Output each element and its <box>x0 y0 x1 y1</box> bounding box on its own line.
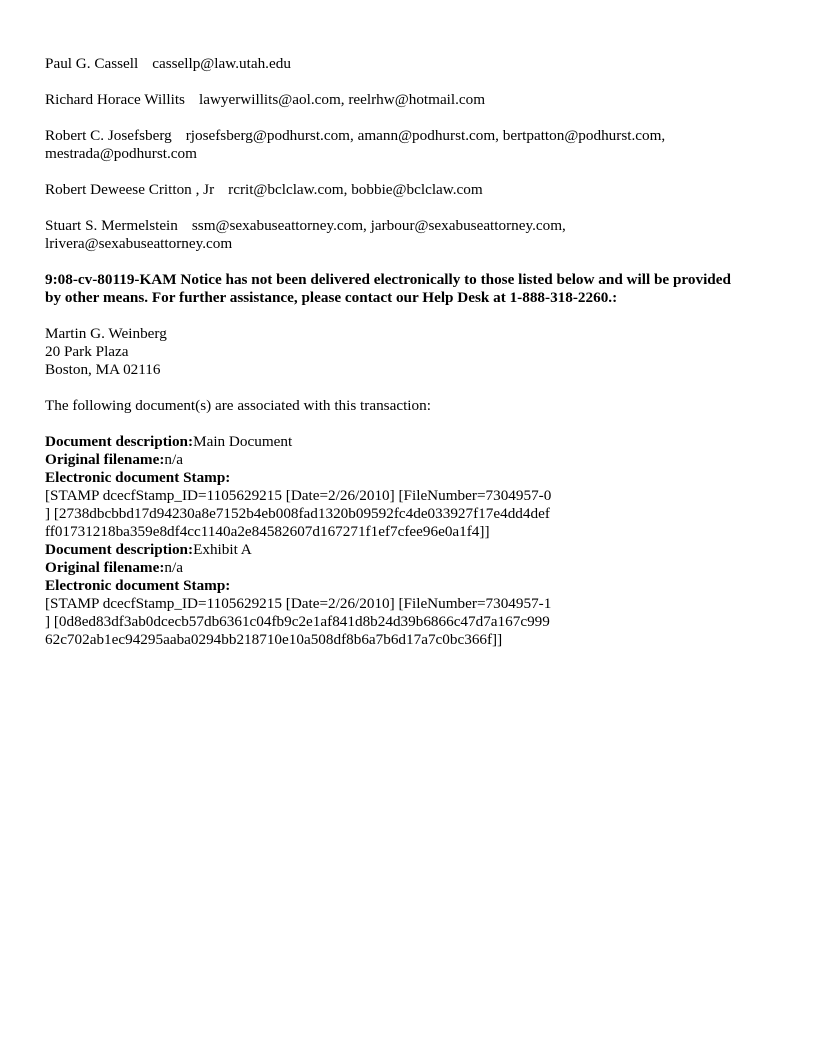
address-name: Martin G. Weinberg <box>45 325 167 342</box>
document-description: Exhibit A <box>193 541 252 558</box>
recipient-emails: cassellp@law.utah.edu <box>152 55 291 72</box>
recipient-emails: rcrit@bclclaw.com, bobbie@bclclaw.com <box>228 181 483 198</box>
service-entry-critton <box>45 181 785 199</box>
recipient-name: Richard Horace Willits <box>45 91 185 108</box>
service-entry-cassell <box>45 55 785 73</box>
recipient-emails: ssm@sexabuseattorney.com, jarbour@sexabuseattorney.com, <box>191 217 566 234</box>
recipient-name: Stuart S. Mermelstein <box>45 217 178 234</box>
recipient-emails: lawyerwillits@aol.com, reelrhw@hotmail.com <box>198 91 486 108</box>
document-list <box>45 433 785 649</box>
recipient-name: Robert Deweese Critton , Jr <box>45 181 215 198</box>
description-label: Document description: <box>45 433 194 450</box>
mailing-address <box>45 325 785 379</box>
stamp-line-3: ff01731218ba359e8df4cc1140a2e84582607d167271f1ef7cfee96e0a1f4]] <box>45 523 490 540</box>
original-filename: n/a <box>164 559 183 576</box>
address-street: 20 Park Plaza <box>45 343 129 360</box>
document-item <box>45 541 785 649</box>
recipient-name: Paul G. Cassell <box>45 55 139 72</box>
original-filename: n/a <box>164 451 183 468</box>
stamp-line-2: ] [0d8ed83df3ab0dcecb57db6361c04fb9c2e1af841d8b24d39b6866c47d7a167c999 <box>45 613 550 630</box>
notice-line-2: by other means. For further assistance, please contact our Help Desk at 1-888-318-2260.: <box>45 289 618 306</box>
document-item <box>45 433 785 541</box>
notice-page <box>45 55 785 649</box>
non-electronic-notice-heading <box>45 271 785 307</box>
stamp-label: Electronic document Stamp: <box>45 469 231 486</box>
recipient-name: Robert C. Josefsberg <box>45 127 172 144</box>
filename-label: Original filename: <box>45 451 165 468</box>
service-entry-josefsberg <box>45 127 785 163</box>
stamp-label: Electronic document Stamp: <box>45 577 231 594</box>
recipient-emails-continued: lrivera@sexabuseattorney.com <box>45 235 233 252</box>
filename-label: Original filename: <box>45 559 165 576</box>
associated-documents-intro: The following document(s) are associated with this transaction: <box>45 397 431 414</box>
stamp-line-1: [STAMP dcecfStamp_ID=1105629215 [Date=2/26/2010] [FileNumber=7304957-1 <box>45 595 552 612</box>
document-description: Main Document <box>193 433 293 450</box>
recipient-emails: rjosefsberg@podhurst.com, amann@podhurst.com, bertpatton@podhurst.com, <box>185 127 666 144</box>
service-entry-willits <box>45 91 785 109</box>
address-city: Boston, MA 02116 <box>45 361 161 378</box>
recipient-emails-continued: mestrada@podhurst.com <box>45 145 197 162</box>
notice-line-1: 9:08-cv-80119-KAM Notice has not been delivered electronically to those listed below and will be provided <box>45 271 731 288</box>
description-label: Document description: <box>45 541 194 558</box>
service-entry-mermelstein <box>45 217 785 253</box>
stamp-line-2: ] [2738dbcbbd17d94230a8e7152b4eb008fad1320b09592fc4de033927f17e4dd4def <box>45 505 550 522</box>
stamp-line-3: 62c702ab1ec94295aaba0294bb218710e10a508df8b6a7b6d17a7c0bc366f]] <box>45 631 503 648</box>
stamp-line-1: [STAMP dcecfStamp_ID=1105629215 [Date=2/26/2010] [FileNumber=7304957-0 <box>45 487 552 504</box>
